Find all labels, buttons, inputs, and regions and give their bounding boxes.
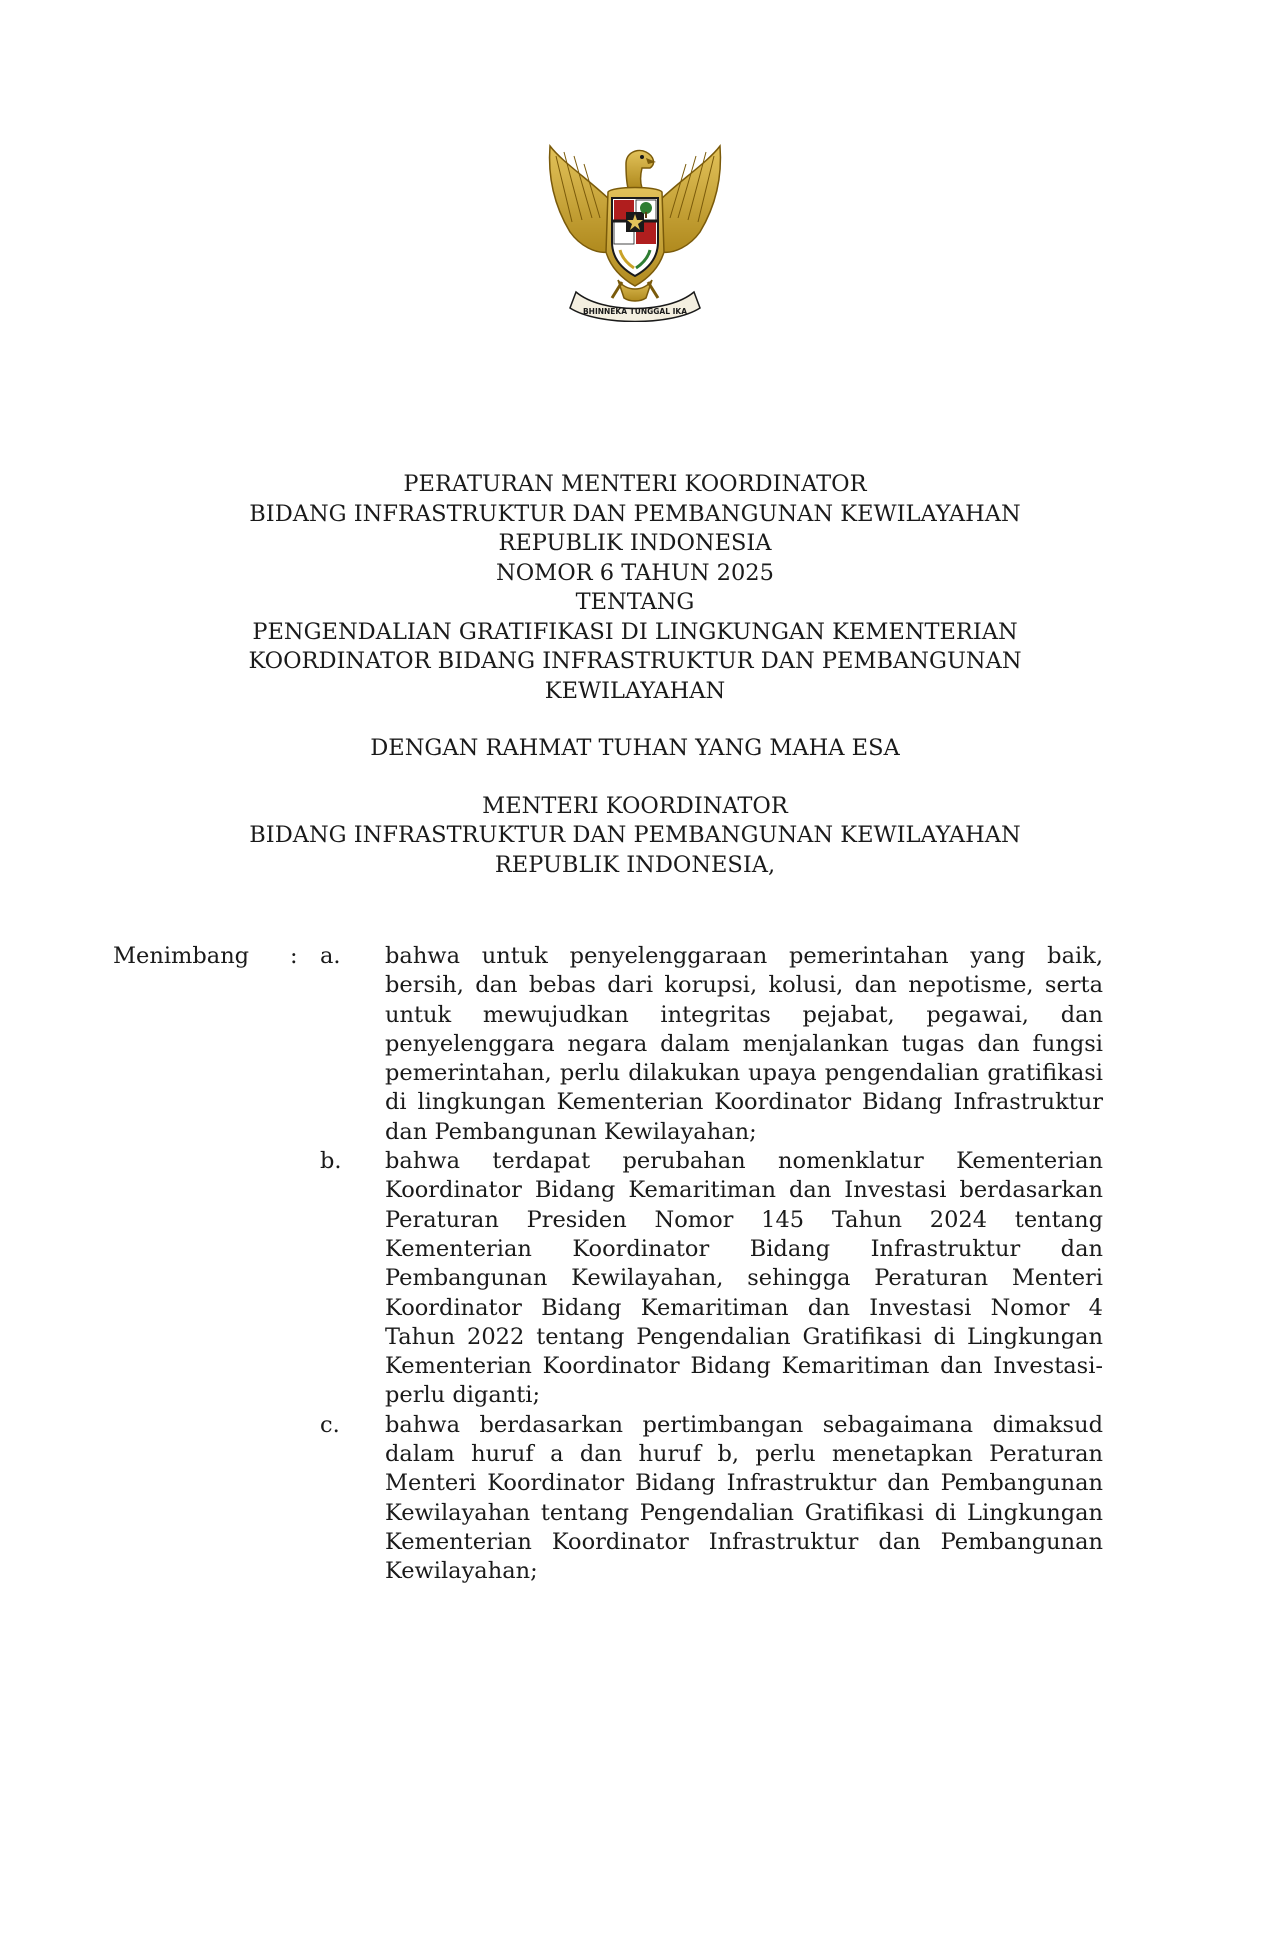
heading-line: REPUBLIK INDONESIA — [498, 530, 772, 556]
considerations-section — [113, 942, 1113, 1587]
heading-line: NOMOR 6 TAHUN 2025 — [496, 559, 774, 586]
item-text: bahwa terdapat perubahan nomenklatur Kementerian Koordinator Bidang Kemaritiman dan Investasi berdasarkan Peraturan Presiden Nomor 145 Tahun 2024 tentang Kementerian Koordinator Bidang Infrastruktur dan Pembangunan Kewilayahan, sehingga Peraturan Menteri Koordinator Bidang Kemaritiman dan Investasi Nomor 4 Tahun 2022 tentang Pengendalian Gratifikasi di Lingkungan Kementerian Koordinator Bidang Kemaritiman dan Investasi-perlu diganti; — [385, 1148, 1103, 1409]
authority-line: BIDANG INFRASTRUKTUR DAN PEMBANGUNAN KEWILAYAHAN — [249, 822, 1021, 848]
item-letter: c. — [320, 1411, 340, 1438]
considerations-label: Menimbang — [113, 943, 250, 969]
heading-line: PENGENDALIAN GRATIFIKASI DI LINGKUNGAN KEMENTERIAN — [252, 618, 1018, 645]
authority-line: REPUBLIK INDONESIA, — [494, 851, 776, 878]
emblem-motto: BHINNEKA TUNGGAL IKA — [582, 307, 688, 316]
item-letter: a. — [320, 943, 341, 969]
garuda-emblem-icon — [542, 142, 728, 322]
heading-line: TENTANG — [575, 589, 695, 615]
item-text: bahwa untuk penyelenggaraan pemerintahan yang baik, bersih, dan bebas dari korupsi, kolusi, dan nepotisme, serta untuk mewujudkan integritas pejabat, pegawai, dan penyelenggara negara dalam menjalankan tugas dan fungsi pemerintahan, perlu dilakukan upaya pengendalian gratifikasi di lingkungan Kementerian Koordinator Bidang Infrastruktur dan Pembangunan Kewilayahan; — [385, 943, 1103, 1145]
item-letter: b. — [320, 1148, 342, 1175]
heading-line: BIDANG INFRASTRUKTUR DAN PEMBANGUNAN KEWILAYAHAN — [249, 500, 1021, 527]
heading-line: PERATURAN MENTERI KOORDINATOR — [403, 471, 867, 497]
heading-line: KOORDINATOR BIDANG INFRASTRUKTUR DAN PEMBANGUNAN — [248, 648, 1022, 674]
invocation: DENGAN RAHMAT TUHAN YANG MAHA ESA — [370, 735, 900, 761]
consideration-item — [113, 1147, 1113, 1411]
heading-line: KEWILAYAHAN — [544, 677, 726, 704]
considerations-colon: : — [290, 943, 298, 969]
item-text: bahwa berdasarkan pertimbangan sebagaimana dimaksud dalam huruf a dan huruf b, perlu menetapkan Peraturan Menteri Koordinator Bidang Infrastruktur dan Pembangunan Kewilayahan tentang Pengendalian Gratifikasi di Lingkungan Kementerian Koordinator Infrastruktur dan Pembangunan Kewilayahan; — [385, 1411, 1103, 1585]
consideration-item — [113, 1411, 1113, 1587]
authority-line: MENTERI KOORDINATOR — [482, 792, 788, 819]
consideration-item — [113, 942, 1113, 1147]
regulation-title — [180, 470, 1090, 880]
